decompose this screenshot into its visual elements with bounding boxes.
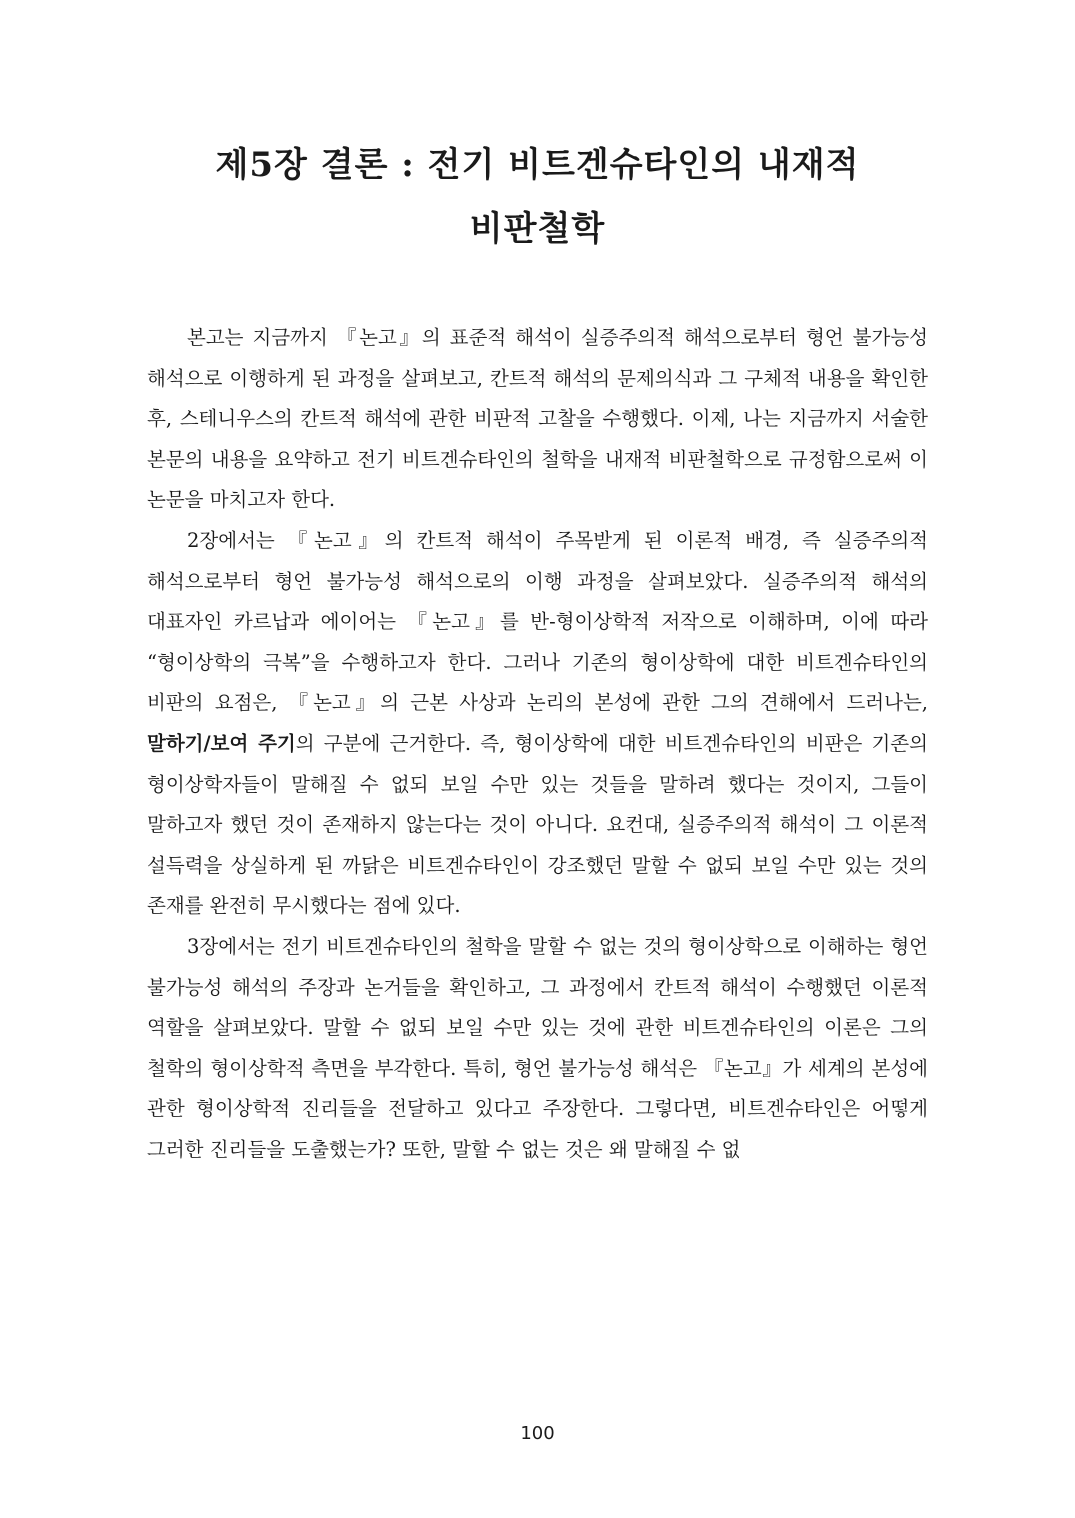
paragraph-2-text-after: 의 구분에 근거한다. 즉, 형이상학에 대한 비트겐슈타인의 비판은 기존의 형이상학자들이 말해질 수 없되 보일 수만 있는 것들을 말하려 했다는 것이지, 그들이 말하고자 했던 것이 존재하지 않는다는 것이 아니다. 요컨대, 실증주의적 해석이 그 이론적 설득력을 상실하게 된 까닭은 비트겐슈타인이 강조했던 말할 수 없되 보일 수만 있는 것의 존재를 완전히 무시했다는 점에 있다. xyxy=(147,731,928,918)
paragraph-summary-intro: 본고는 지금까지 『논고』의 표준적 해석이 실증주의적 해석으로부터 형언 불가능성 해석으로 이행하게 된 과정을 살펴보고, 칸트적 해석의 문제의식과 그 구체적 내용을 확인한 후, 스테니우스의 칸트적 해석에 관한 비판적 고찰을 수행했다. 이제, 나는 지금까지 서술한 본문의 내용을 요약하고 전기 비트겐슈타인의 철학을 내재적 비판철학으로 규정함으로써 이 논문을 마치고자 한다. xyxy=(147,326,928,512)
chapter-body xyxy=(147,318,928,1170)
page-number: 100 xyxy=(520,1423,555,1444)
chapter-title-line-2: 비판철학 xyxy=(469,209,606,249)
chapter-title-line-1: 제5장 결론 : 전기 비트겐슈타인의 내재적 xyxy=(215,145,860,185)
paragraph-2-text-before: 2장에서는 『논고』의 칸트적 해석이 주목받게 된 이론적 배경, 즉 실증주의적 해석으로부터 형언 불가능성 해석으로의 이행 과정을 살펴보았다. 실증주의적 해석의 대표자인 카르납과 에이어는 『논고』를 반-형이상학적 저작으로 이해하며, 이에 따라 “형이상학의 극복”을 수행하고자 한다. 그러나 기존의 형이상학에 대한 비트겐슈타인의 비판의 요점은, 『논고』의 근본 사상과 논리의 본성에 관한 그의 견해에서 드러나는, xyxy=(147,528,928,715)
paragraph-chapter-3-summary: 3장에서는 전기 비트겐슈타인의 철학을 말할 수 없는 것의 형이상학으로 이해하는 형언 불가능성 해석의 주장과 논거들을 확인하고, 그 과정에서 칸트적 해석이 수행했던 이론적 역할을 살펴보았다. 말할 수 없되 보일 수만 있는 것에 관한 비트겐슈타인의 이론은 그의 철학의 형이상학적 측면을 부각한다. 특히, 형언 불가능성 해석은 『논고』가 세계의 본성에 관한 형이상학적 진리들을 전달하고 있다고 주장한다. 그렇다면, 비트겐슈타인은 어떻게 그러한 진리들을 도출했는가? 또한, 말할 수 없는 것은 왜 말해질 수 없 xyxy=(147,934,928,1161)
chapter-title xyxy=(0,138,1075,256)
emphasis-saying-showing: 말하기/보여 주기 xyxy=(147,731,296,755)
paragraph-chapter-2-summary xyxy=(147,521,928,927)
